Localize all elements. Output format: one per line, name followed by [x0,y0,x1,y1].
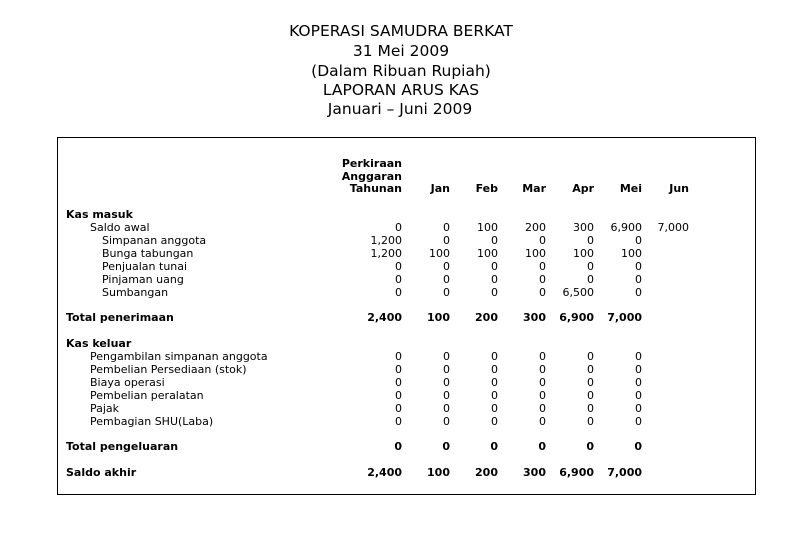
cell-value: 0 [395,389,402,402]
cell-value: 0 [587,415,594,428]
month-header-feb: Feb [475,182,498,195]
month-header-mei: Mei [619,182,642,195]
report-date: 31 Mei 2009 [352,42,450,60]
cell-total: 7,000 [607,466,642,479]
cell-value: 0 [443,376,450,389]
row-label: Pengambilan simpanan anggota [90,350,268,363]
section-kas-keluar: Kas keluar [66,337,132,350]
cell-value: 0 [491,389,498,402]
cell-value: 0 [539,376,546,389]
cell-value: 0 [491,234,498,247]
cell-value: 100 [525,247,546,260]
cell-total: 300 [523,311,546,324]
cell-total: 0 [442,440,450,453]
cell-value: 1,200 [370,234,402,247]
cell-total: 300 [523,466,546,479]
cell-value: 300 [573,221,594,234]
cell-value: 0 [539,389,546,402]
cell-value: 0 [539,363,546,376]
cell-value: 7,000 [657,221,689,234]
row-label-total-pengeluaran: Total pengeluaran [66,440,179,453]
cell-total: 0 [634,440,642,453]
cell-value: 0 [443,363,450,376]
report-name: LAPORAN ARUS KAS [322,81,480,99]
cell-value: 0 [539,286,546,299]
row-label: Pembelian peralatan [90,389,204,402]
cell-value: 0 [635,389,642,402]
cell-value: 0 [635,286,642,299]
cell-value: 0 [587,376,594,389]
cell-value: 100 [477,221,498,234]
cell-value: 0 [491,260,498,273]
cell-value: 0 [491,286,498,299]
row-label-saldo-akhir: Saldo akhir [66,466,137,479]
cell-value: 0 [635,260,642,273]
cash-flow-table [57,137,756,495]
cell-value: 0 [443,286,450,299]
cell-value: 0 [539,273,546,286]
cell-total: 200 [475,311,498,324]
cell-value: 0 [491,376,498,389]
cell-value: 0 [635,402,642,415]
cell-total: 6,900 [559,311,594,324]
cell-total: 0 [586,440,594,453]
cell-value: 0 [491,402,498,415]
cell-value: 0 [635,415,642,428]
cell-value: 0 [395,415,402,428]
cell-total: 0 [538,440,546,453]
cell-value: 0 [539,260,546,273]
cell-value: 0 [635,376,642,389]
cell-value: 0 [539,350,546,363]
cell-value: 0 [443,221,450,234]
cell-value: 0 [491,415,498,428]
cell-total: 0 [394,440,402,453]
cell-value: 0 [539,415,546,428]
budget-header-line3: Tahunan [349,182,402,195]
cell-value: 0 [635,234,642,247]
row-label-saldo-awal: Saldo awal [90,221,150,234]
budget-header-line1: Perkiraan [341,157,402,170]
row-label: Simpanan anggota [102,234,207,247]
cell-total: 100 [427,311,450,324]
cell-value: 0 [491,350,498,363]
cell-value: 0 [491,363,498,376]
row-label: Biaya operasi [90,376,165,389]
cell-value: 0 [539,234,546,247]
row-label: Pajak [90,402,120,415]
cell-total: 2,400 [367,466,402,479]
cell-value: 100 [573,247,594,260]
cell-value: 0 [443,402,450,415]
cell-value: 0 [587,260,594,273]
cell-value: 0 [395,273,402,286]
cell-value: 0 [395,376,402,389]
cell-value: 0 [395,363,402,376]
cell-value: 0 [635,363,642,376]
report-unit: (Dalam Ribuan Rupiah) [311,62,491,80]
cell-total: 2,400 [367,311,402,324]
cell-value: 100 [477,247,498,260]
cell-value: 0 [587,234,594,247]
cell-value: 0 [443,389,450,402]
budget-header-line2: Anggaran [341,170,402,183]
cell-value: 0 [443,273,450,286]
cell-value: 0 [587,402,594,415]
cell-value: 0 [491,273,498,286]
row-label: Pinjaman uang [102,273,184,286]
cell-value: 0 [587,363,594,376]
cell-total: 6,900 [559,466,594,479]
cell-value: 0 [539,402,546,415]
row-label: Pembelian Persediaan (stok) [90,363,247,376]
cell-value: 0 [443,415,450,428]
cell-value: 0 [587,389,594,402]
cell-value: 0 [635,273,642,286]
cell-value: 0 [443,350,450,363]
cell-value: 0 [395,221,402,234]
month-header-apr: Apr [572,182,594,195]
cell-value: 200 [525,221,546,234]
cell-value: 0 [587,273,594,286]
month-header-mar: Mar [522,182,546,195]
cell-value: 100 [429,247,450,260]
row-label: Sumbangan [102,286,169,299]
cell-value: 100 [621,247,642,260]
row-label: Pembagian SHU(Laba) [90,415,214,428]
cell-value: 1,200 [370,247,402,260]
cell-value: 0 [395,260,402,273]
cell-value: 0 [395,402,402,415]
report-org-title: KOPERASI SAMUDRA BERKAT [289,22,513,40]
cell-total: 100 [427,466,450,479]
row-label: Penjualan tunai [102,260,188,273]
cell-value: 0 [395,286,402,299]
cell-value: 0 [395,350,402,363]
cell-value: 0 [443,234,450,247]
report-period: Januari – Juni 2009 [327,100,473,118]
cell-total: 7,000 [607,311,642,324]
cell-value: 6,900 [610,221,642,234]
row-label: Bunga tabungan [102,247,194,260]
cell-value: 0 [443,260,450,273]
cell-value: 0 [635,350,642,363]
row-label-total-penerimaan: Total penerimaan [66,311,174,324]
cell-value: 0 [587,350,594,363]
section-kas-masuk: Kas masuk [66,208,133,221]
cell-value: 6,500 [562,286,594,299]
month-header-jan: Jan [430,182,450,195]
cell-total: 200 [475,466,498,479]
cell-total: 0 [490,440,498,453]
month-header-jun: Jun [669,182,689,195]
